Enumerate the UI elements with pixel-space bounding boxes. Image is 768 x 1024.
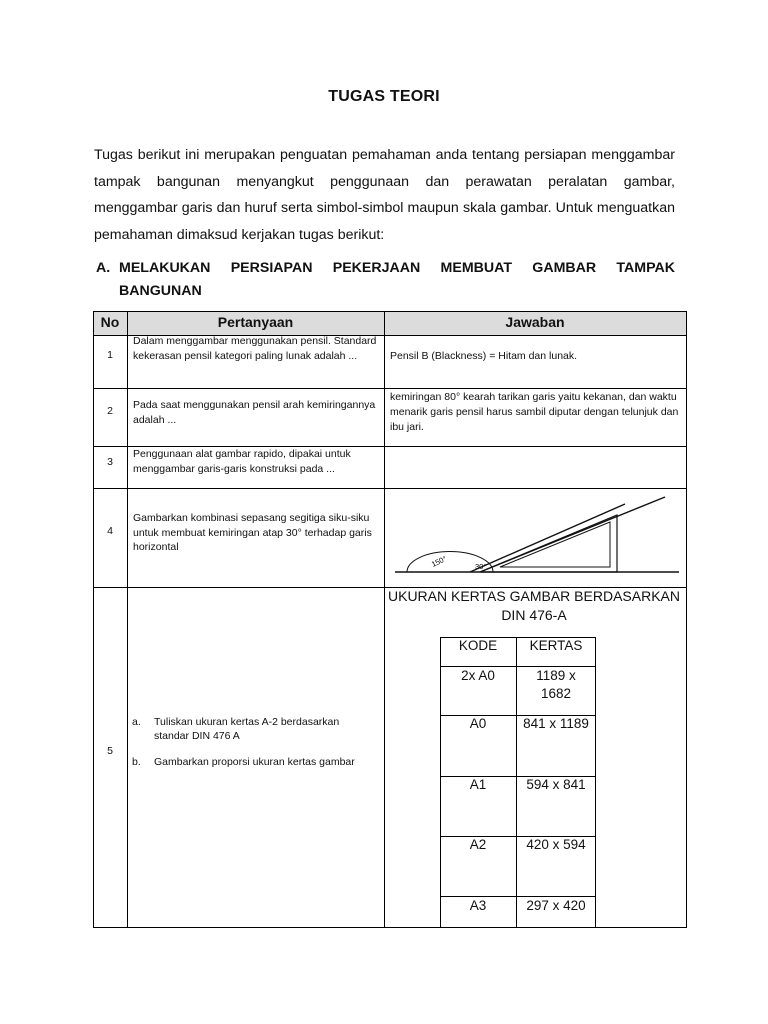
paper-code: A0 xyxy=(469,716,487,731)
table-border-left xyxy=(93,311,94,928)
angle-label: 30° xyxy=(475,562,487,571)
table-border-top xyxy=(93,311,687,312)
list-item xyxy=(128,755,368,769)
header-question: Pertanyaan xyxy=(217,314,294,330)
paper-size: 594 x 841 xyxy=(526,777,586,792)
row-2-no: 2 xyxy=(107,405,113,417)
header-answer: Jawaban xyxy=(505,314,565,330)
header-no: No xyxy=(100,314,120,330)
paper-code: A3 xyxy=(469,898,487,913)
row-3-question: Penggunaan alat gambar rapido, dipakai untuk menggambar garis-garis konstruksi pada ... xyxy=(133,448,351,475)
table-col-rule xyxy=(384,311,385,928)
paper-code: A1 xyxy=(469,777,487,792)
table-border-bottom xyxy=(93,927,687,928)
row-5-no: 5 xyxy=(107,745,113,757)
list-marker: b. xyxy=(132,756,141,768)
row-4-question: Gambarkan kombinasi sepasang segitiga siku-siku untuk membuat kemiringan atap 30° terhadap garis horizontal xyxy=(133,512,372,553)
row-1-question: Dalam menggambar menggunakan pensil. Standard kekerasan pensil kategori paling lunak adalah ... xyxy=(133,335,377,362)
paper-size-title: UKURAN KERTAS GAMBAR BERDASARKAN DIN 476-A xyxy=(388,588,680,623)
page-title: TUGAS TEORI xyxy=(328,88,440,105)
list-item-text: Gambarkan proporsi ukuran kertas gambar xyxy=(154,756,355,768)
row-3-no: 3 xyxy=(107,456,113,468)
list-marker: a. xyxy=(132,716,141,728)
intro-paragraph: Tugas berikut ini merupakan penguatan pemahaman anda tentang persiapan menggambar tampak bangunan menyangkut penggunaan dan perawatan peralatan gambar, menggambar garis dan huruf serta simbol-simbol maupun skala gambar. Untuk menguatkan pemahaman dimaksud kerjakan tugas berikut: xyxy=(94,147,675,243)
row-1-no: 1 xyxy=(107,349,113,361)
row-5-question-list xyxy=(128,715,368,781)
row-4-no: 4 xyxy=(107,525,113,537)
paper-size: 297 x 420 xyxy=(526,898,586,913)
row-1-answer: Pensil B (Blackness) = Hitam dan lunak. xyxy=(390,350,578,362)
paper-size: 1189 x 1682 xyxy=(536,668,576,701)
row-2-question: Pada saat menggunakan pensil arah kemiringannya adalah ... xyxy=(133,399,376,426)
table-border-right xyxy=(686,311,687,928)
section-letter: A. xyxy=(96,260,111,276)
paper-header-code: KODE xyxy=(458,638,498,653)
section-heading-line2: BANGUNAN xyxy=(119,283,202,299)
paper-header-paper: KERTAS xyxy=(529,638,583,653)
table-rule xyxy=(93,388,687,389)
arc-label: 150° xyxy=(430,554,448,569)
section-heading-line1: MELAKUKAN PERSIAPAN PEKERJAAN MEMBUAT GAMBAR TAMPAK xyxy=(119,260,675,276)
list-item xyxy=(128,715,368,743)
table-col-rule xyxy=(127,311,128,928)
paper-code: 2x A0 xyxy=(461,668,495,683)
list-item-text: Tuliskan ukuran kertas A-2 berdasarkan standar DIN 476 A xyxy=(154,716,340,742)
paper-code: A2 xyxy=(469,837,487,852)
question-table xyxy=(93,311,686,928)
paper-size: 841 x 1189 xyxy=(523,716,589,731)
triangle-combination-figure xyxy=(385,489,685,587)
paper-size: 420 x 594 xyxy=(526,837,586,852)
row-2-answer: kemiringan 80° kearah tarikan garis yaitu kekanan, dan waktu menarik garis pensil harus sambil diputar dengan telunjuk dan ibu jari. xyxy=(390,391,679,433)
